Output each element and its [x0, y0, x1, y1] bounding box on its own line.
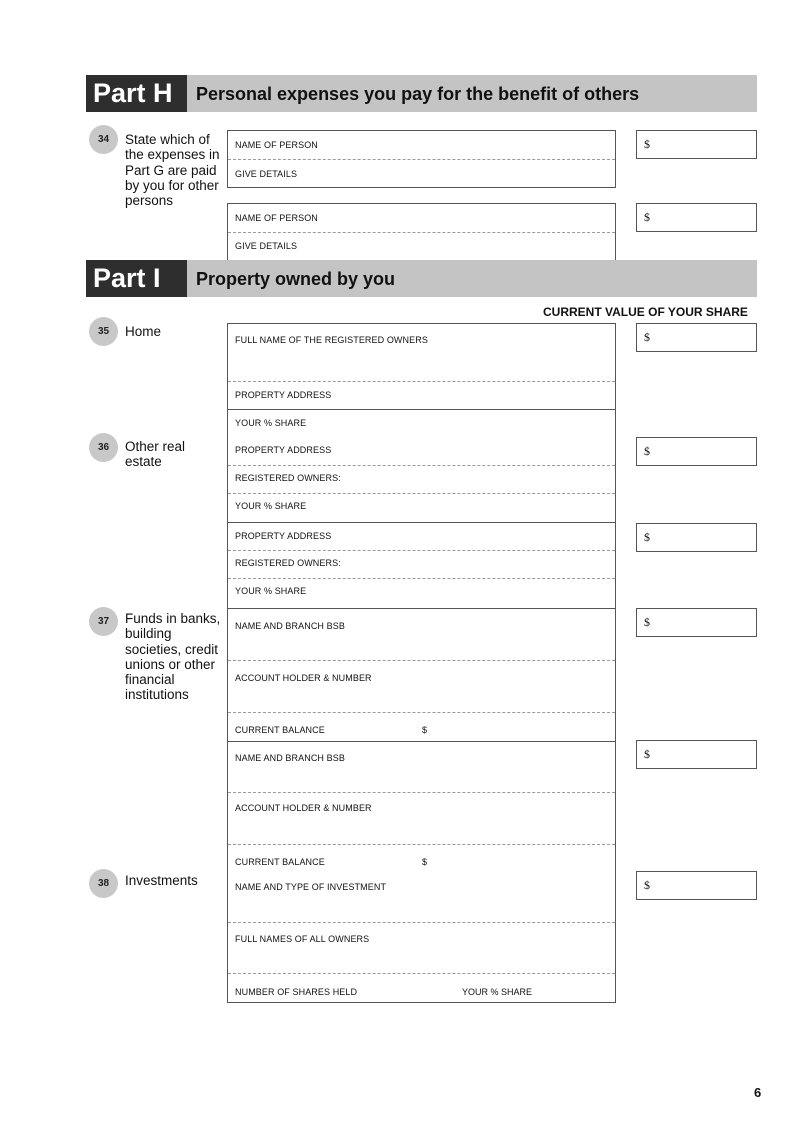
currency-symbol: $ [644, 530, 650, 544]
give-details-field-1[interactable] [228, 159, 615, 187]
q35-home-box [227, 323, 616, 438]
registered-owners-label: REGISTERED OWNERS: [235, 558, 341, 568]
q38-investments-box [227, 871, 616, 1003]
property-address-label: PROPERTY ADDRESS [235, 445, 332, 455]
question-36-label: Other real estate [125, 439, 186, 470]
currency-symbol: $ [644, 615, 650, 629]
name-of-person-field-2[interactable] [228, 204, 615, 232]
q36-value-field-1[interactable] [636, 437, 757, 466]
current-balance-label: CURRENT BALANCE [235, 857, 325, 867]
shares-held-field[interactable] [228, 973, 615, 1002]
part-i-title: Property owned by you [196, 269, 396, 289]
question-37-label: Funds in banks, building societies, credit unions or other financial institutions [125, 611, 221, 703]
acct1-name-branch-field[interactable] [228, 609, 615, 660]
question-37-number: 37 [89, 607, 118, 636]
property-address-label: PROPERTY ADDRESS [235, 390, 332, 400]
q37-funds-box [227, 608, 616, 872]
re1-registered-owners-field[interactable] [228, 465, 615, 493]
q34-entry-1 [227, 130, 616, 188]
part-i-header [86, 260, 757, 297]
give-details-label: GIVE DETAILS [235, 169, 298, 179]
re2-registered-owners-field[interactable] [228, 550, 615, 578]
q36-other-real-estate-box [227, 437, 616, 609]
q37-value-field-1[interactable] [636, 608, 757, 637]
shares-held-label: NUMBER OF SHARES HELD [235, 987, 358, 997]
home-your-share-field[interactable] [228, 409, 615, 437]
re1-your-share-field[interactable] [228, 493, 615, 522]
q38-value-field[interactable] [636, 871, 757, 900]
question-34-number: 34 [89, 125, 118, 154]
current-balance-label: CURRENT BALANCE [235, 725, 325, 735]
name-of-person-label: NAME OF PERSON [235, 213, 318, 223]
balance-currency-symbol: $ [422, 725, 428, 735]
acct2-balance-field[interactable] [228, 844, 615, 872]
question-38-label: Investments [125, 873, 198, 888]
acct2-holder-number-field[interactable] [228, 792, 615, 844]
investment-your-share-label: YOUR % SHARE [462, 987, 533, 997]
q34-entry-2 [227, 203, 616, 261]
your-share-label: YOUR % SHARE [235, 418, 307, 428]
balance-currency-symbol: $ [422, 857, 428, 867]
your-share-label: YOUR % SHARE [235, 586, 307, 596]
part-h-header [86, 75, 757, 112]
currency-symbol: $ [644, 747, 650, 761]
full-name-owners-label: FULL NAME OF THE REGISTERED OWNERS [235, 335, 428, 345]
name-of-person-field-1[interactable] [228, 131, 615, 159]
question-34-label: State which of the expenses in Part G are paid by you for other persons [125, 132, 220, 209]
question-35-number: 35 [89, 317, 118, 346]
question-36-number: 36 [89, 433, 118, 462]
current-value-column-header: CURRENT VALUE OF YOUR SHARE [543, 305, 748, 319]
q37-value-field-2[interactable] [636, 740, 757, 769]
part-i-tag: Part I [86, 260, 187, 297]
give-details-label: GIVE DETAILS [235, 241, 298, 251]
re2-your-share-field[interactable] [228, 578, 615, 607]
currency-symbol: $ [644, 330, 650, 344]
q34-amount-field-2[interactable] [636, 203, 757, 232]
acct1-holder-number-field[interactable] [228, 660, 615, 712]
question-38-number: 38 [89, 869, 118, 898]
property-address-label: PROPERTY ADDRESS [235, 531, 332, 541]
re2-property-address-field[interactable] [228, 522, 615, 550]
registered-owners-label: REGISTERED OWNERS: [235, 473, 341, 483]
q35-value-field[interactable] [636, 323, 757, 352]
question-35-label: Home [125, 324, 162, 339]
your-share-label: YOUR % SHARE [235, 501, 307, 511]
give-details-field-2[interactable] [228, 232, 615, 260]
currency-symbol: $ [644, 210, 650, 224]
q36-value-field-2[interactable] [636, 523, 757, 552]
investment-owners-field[interactable] [228, 922, 615, 973]
currency-symbol: $ [644, 444, 650, 458]
re1-property-address-field[interactable] [228, 437, 615, 465]
full-names-owners-label: FULL NAMES OF ALL OWNERS [235, 934, 370, 944]
full-name-owners-field[interactable] [228, 324, 615, 381]
part-h-title: Personal expenses you pay for the benefit of others [196, 84, 640, 104]
currency-symbol: $ [644, 878, 650, 892]
name-branch-bsb-label: NAME AND BRANCH BSB [235, 753, 345, 763]
home-property-address-field[interactable] [228, 381, 615, 409]
account-holder-label: ACCOUNT HOLDER & NUMBER [235, 673, 372, 683]
part-h-tag: Part H [86, 75, 187, 112]
currency-symbol: $ [644, 137, 650, 151]
name-branch-bsb-label: NAME AND BRANCH BSB [235, 621, 345, 631]
name-of-person-label: NAME OF PERSON [235, 140, 318, 150]
investment-name-type-field[interactable] [228, 871, 615, 922]
name-type-investment-label: NAME AND TYPE OF INVESTMENT [235, 882, 387, 892]
page-number: 6 [754, 1085, 762, 1100]
acct1-balance-field[interactable] [228, 712, 615, 741]
account-holder-label: ACCOUNT HOLDER & NUMBER [235, 803, 372, 813]
q34-amount-field-1[interactable] [636, 130, 757, 159]
acct2-name-branch-field[interactable] [228, 741, 615, 792]
